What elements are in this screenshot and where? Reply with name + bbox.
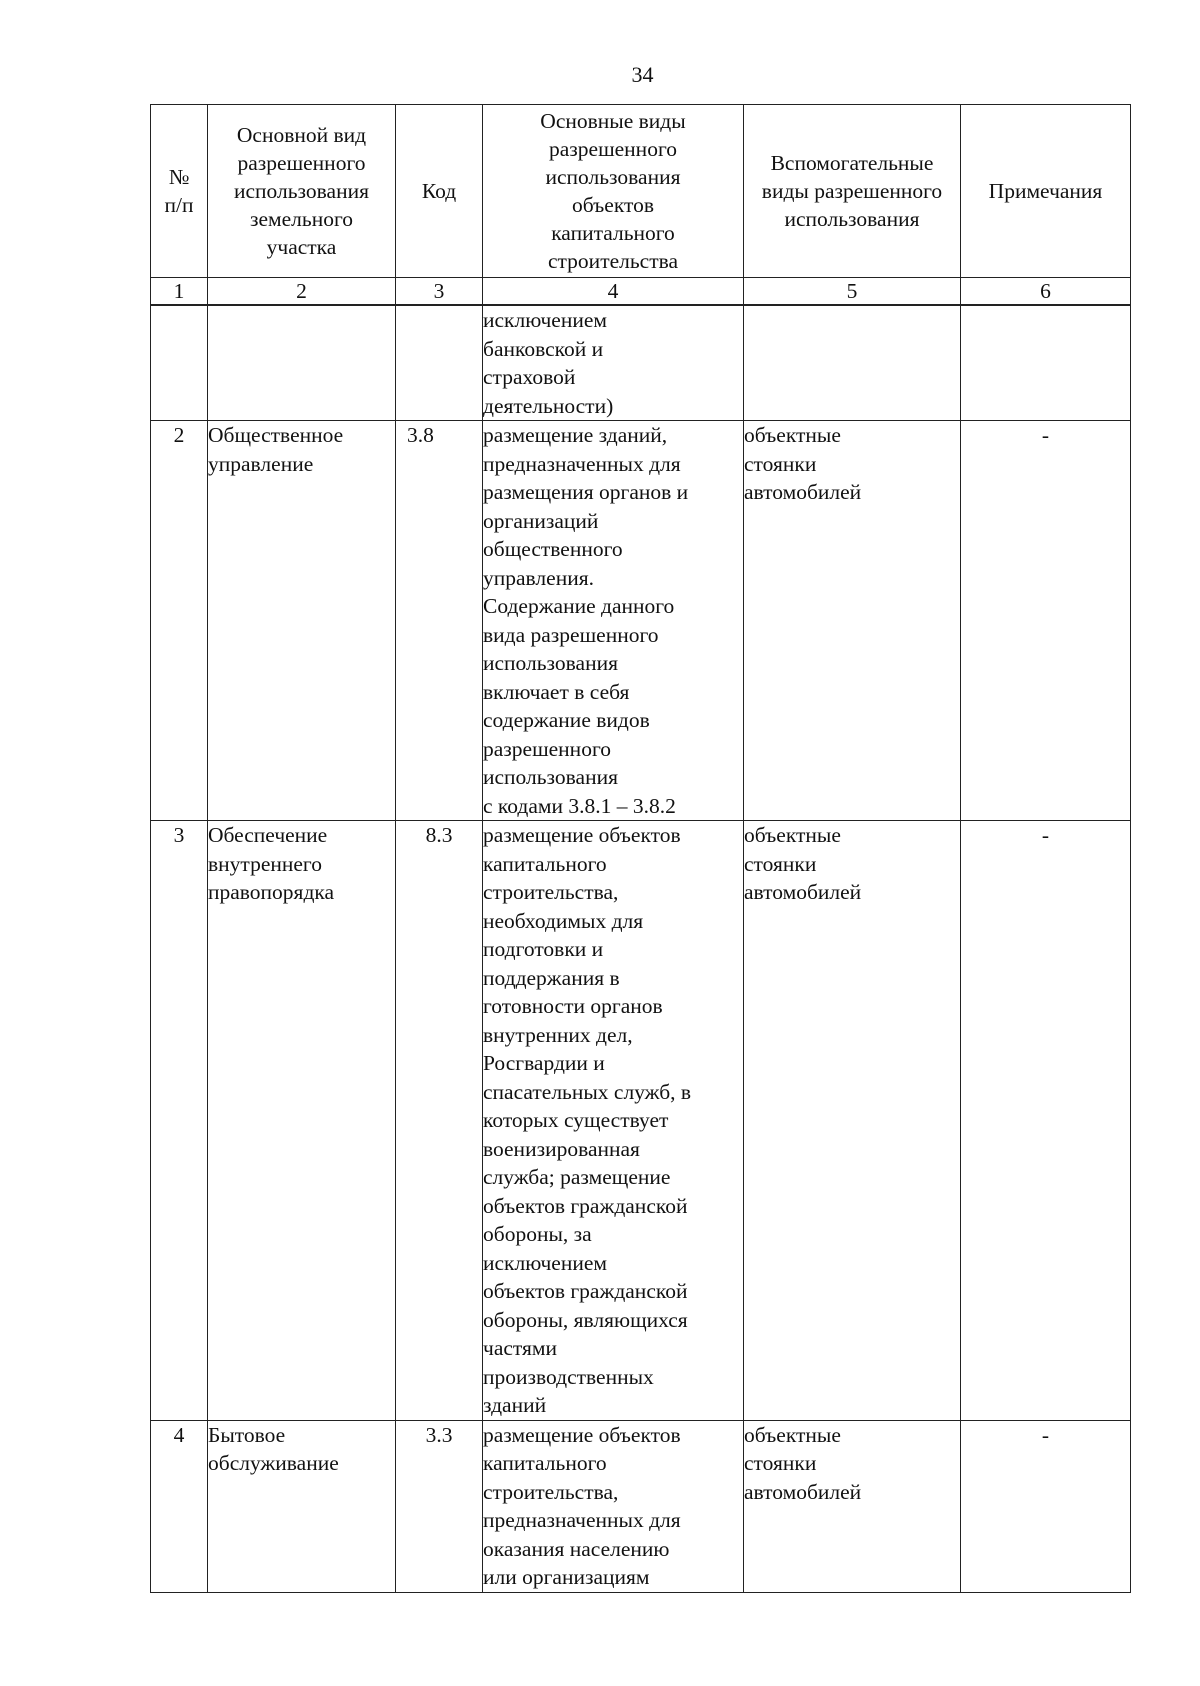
text-line: капитального <box>483 1451 607 1475</box>
column-number: 1 <box>151 278 208 306</box>
cell-note: - <box>961 821 1131 1421</box>
text-line: или организациям <box>483 1565 650 1589</box>
column-number: 4 <box>483 278 744 306</box>
cell-empty <box>208 305 396 421</box>
text-line: управление <box>208 451 314 476</box>
cell-description <box>483 821 744 1421</box>
text-line: автомобилей <box>744 480 862 504</box>
header-line: Основные виды <box>540 109 686 133</box>
cell-empty <box>396 305 483 421</box>
header-line: Вспомогательные <box>770 151 934 175</box>
cell-auxiliary-use <box>744 1420 961 1592</box>
text-line: размещения органов и <box>483 480 689 504</box>
text-line: поддержания в <box>483 965 620 990</box>
cell-main-use <box>208 1420 396 1592</box>
page-number: 34 <box>631 62 654 87</box>
table-row <box>151 821 1131 1421</box>
column-number: 5 <box>744 278 961 306</box>
text-line: размещение объектов <box>483 1422 681 1447</box>
column-number: 3 <box>396 278 483 306</box>
text-line: стоянки <box>744 451 817 476</box>
cell-empty <box>151 305 208 421</box>
cell-auxiliary-use <box>744 421 961 821</box>
column-number: 6 <box>961 278 1131 306</box>
text-line: использования <box>483 651 618 675</box>
text-line: спасательных служб, в <box>483 1079 692 1104</box>
text-line: банковской и <box>483 336 604 361</box>
cell-main-use <box>208 421 396 821</box>
cell-auxiliary-use <box>744 821 961 1421</box>
text-line: разрешенного <box>483 736 611 761</box>
cell-code: 3.8 <box>396 421 483 821</box>
header-line: использования <box>234 179 369 203</box>
cell-main-use <box>208 821 396 1421</box>
text-line: Росгвардии и <box>483 1051 605 1075</box>
text-line: автомобилей <box>744 880 862 904</box>
text-line: объектные <box>744 423 841 447</box>
text-line: объектов гражданской <box>483 1193 688 1218</box>
text-line: содержание видов <box>483 708 650 732</box>
header-line: строительства <box>547 249 679 273</box>
text-line: предназначенных для <box>483 451 681 476</box>
header-line: виды разрешенного <box>761 179 943 203</box>
header-line: п/п <box>164 193 194 217</box>
cell-description <box>483 1420 744 1592</box>
text-line: готовности органов <box>483 994 663 1018</box>
column-number-row <box>151 278 1131 306</box>
text-line: управления. <box>483 565 594 590</box>
text-line: автомобилей <box>744 1479 862 1504</box>
cell-description <box>483 421 744 821</box>
text-line: строительства, <box>483 1479 619 1504</box>
cell-index: 4 <box>151 1420 208 1592</box>
text-line: строительства, <box>483 880 619 904</box>
header-line: объектов <box>572 193 654 217</box>
text-line: страховой <box>483 365 576 389</box>
text-line: подготовки и <box>483 937 604 961</box>
text-line: оказания населению <box>483 1536 670 1561</box>
text-line: обороны, за <box>483 1222 592 1246</box>
text-line: военизированная <box>483 1136 640 1161</box>
header-line: Примечания <box>988 179 1103 203</box>
cell-note: - <box>961 1420 1131 1592</box>
text-line: капитального <box>483 851 607 876</box>
text-line: Бытовое <box>208 1422 286 1447</box>
header-line: разрешенного <box>549 137 677 161</box>
cell-code: 3.3 <box>396 1420 483 1592</box>
text-line: организаций <box>483 508 599 533</box>
cell-empty <box>744 305 961 421</box>
cell-empty <box>961 305 1131 421</box>
text-line: включает в себя <box>483 679 630 704</box>
header-line: Код <box>421 179 457 203</box>
cell-note: - <box>961 421 1131 821</box>
text-line: стоянки <box>744 851 817 876</box>
text-line: Обеспечение <box>208 823 328 847</box>
text-line: правопорядка <box>208 880 335 904</box>
text-line: вида разрешенного <box>483 622 659 647</box>
text-line: объектные <box>744 1422 841 1447</box>
header-main-use <box>208 105 396 278</box>
header-line: участка <box>266 235 337 259</box>
text-line: необходимых для <box>483 908 644 933</box>
text-line: Общественное <box>208 423 344 447</box>
header-line: земельного <box>249 207 353 231</box>
table-row <box>151 1420 1131 1592</box>
text-line: исключением <box>483 1250 607 1275</box>
text-line: Содержание данного <box>483 594 675 618</box>
table-row <box>151 421 1131 821</box>
cell-index: 2 <box>151 421 208 821</box>
text-line: служба; размещение <box>483 1165 671 1189</box>
text-line: обороны, являющихся <box>483 1307 688 1332</box>
text-line: стоянки <box>744 1451 817 1475</box>
header-line: капитального <box>551 221 675 245</box>
text-line: внутреннего <box>208 851 322 876</box>
header-line: использования <box>545 165 681 189</box>
text-line: общественного <box>483 537 623 561</box>
text-line: объектные <box>744 823 841 847</box>
text-line: объектов гражданской <box>483 1279 688 1303</box>
header-code <box>396 105 483 278</box>
land-use-table <box>150 104 1131 1593</box>
cell-index: 3 <box>151 821 208 1421</box>
text-line: с кодами 3.8.1 – 3.8.2 <box>483 793 676 818</box>
text-line: размещение объектов <box>483 823 681 847</box>
text-line: зданий <box>483 1393 547 1417</box>
table-row-continuation <box>151 305 1131 421</box>
header-row <box>151 105 1131 278</box>
text-line: размещение зданий, <box>483 423 668 447</box>
header-index <box>151 105 208 278</box>
cell-code: 8.3 <box>396 821 483 1421</box>
text-line: внутренних дел, <box>483 1022 633 1047</box>
text-line: частями <box>483 1336 558 1360</box>
text-line: которых существует <box>483 1108 669 1132</box>
header-line: Основной вид <box>236 123 367 147</box>
header-capital-use <box>483 105 744 278</box>
text-line: обслуживание <box>208 1451 339 1475</box>
text-line: исключением <box>483 308 607 332</box>
header-line: разрешенного <box>237 151 366 175</box>
header-line: использования <box>784 207 920 231</box>
cell-description <box>483 305 744 421</box>
header-notes <box>961 105 1131 278</box>
text-line: деятельности) <box>483 393 614 418</box>
text-line: производственных <box>483 1364 654 1389</box>
text-line: использования <box>483 765 618 789</box>
text-line: предназначенных для <box>483 1508 681 1532</box>
header-line: № <box>168 165 190 189</box>
column-number: 2 <box>208 278 396 306</box>
header-auxiliary-use <box>744 105 961 278</box>
